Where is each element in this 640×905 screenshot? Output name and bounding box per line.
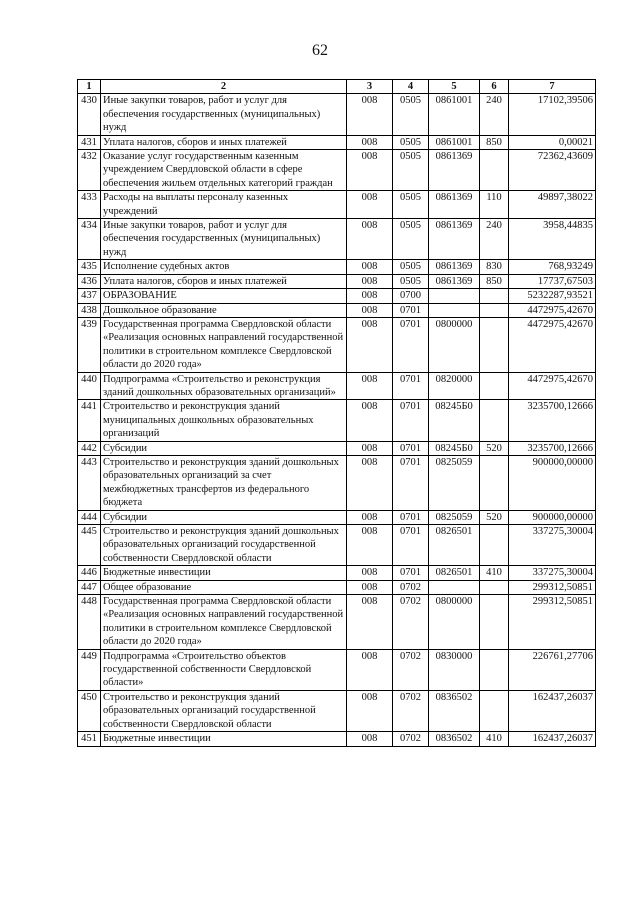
- table-row: [78, 219, 596, 260]
- table-row: [78, 510, 596, 524]
- row-section-code-cell: 0505: [393, 135, 429, 149]
- row-section-code-cell: 0701: [393, 510, 429, 524]
- row-name-cell: Бюджетные инвестиции: [101, 566, 347, 580]
- row-name-cell: Субсидии: [101, 510, 347, 524]
- row-section-code-cell: 0505: [393, 219, 429, 260]
- table-row: [78, 303, 596, 317]
- table-row: [78, 455, 596, 510]
- row-amount-cell: 5232287,93521: [509, 289, 596, 303]
- row-amount-cell: 0,00021: [509, 135, 596, 149]
- row-ministry-code-cell: 008: [347, 289, 393, 303]
- table-row: [78, 732, 596, 746]
- row-section-code-cell: 0505: [393, 150, 429, 191]
- row-section-code-cell: 0701: [393, 441, 429, 455]
- row-expense-type-cell: [480, 455, 509, 510]
- row-number-cell: 439: [78, 317, 101, 372]
- row-name-cell: Общее образование: [101, 580, 347, 594]
- row-target-code-cell: [429, 580, 480, 594]
- row-name-cell: Подпрограмма «Строительство и реконструкция зданий дошкольных образовательных организаций»: [101, 372, 347, 400]
- row-ministry-code-cell: 008: [347, 274, 393, 288]
- row-amount-cell: 337275,30004: [509, 566, 596, 580]
- row-section-code-cell: 0702: [393, 649, 429, 690]
- row-target-code-cell: [429, 289, 480, 303]
- row-ministry-code-cell: 008: [347, 510, 393, 524]
- row-target-code-cell: 0836502: [429, 732, 480, 746]
- table-row: [78, 191, 596, 219]
- row-amount-cell: 17737,67503: [509, 274, 596, 288]
- row-amount-cell: 162437,26037: [509, 732, 596, 746]
- header-cell: 4: [393, 80, 429, 94]
- row-number-cell: 430: [78, 94, 101, 135]
- row-ministry-code-cell: 008: [347, 525, 393, 566]
- row-number-cell: 447: [78, 580, 101, 594]
- budget-table: [77, 79, 596, 747]
- row-ministry-code-cell: 008: [347, 317, 393, 372]
- table-row: [78, 94, 596, 135]
- row-ministry-code-cell: 008: [347, 595, 393, 650]
- table-row: [78, 274, 596, 288]
- row-name-cell: Строительство и реконструкция зданий дошкольных образовательных организаций за счет межбюджетных трансфертов из федерального бюджета: [101, 455, 347, 510]
- row-ministry-code-cell: 008: [347, 400, 393, 441]
- table-row: [78, 400, 596, 441]
- row-number-cell: 444: [78, 510, 101, 524]
- row-ministry-code-cell: 008: [347, 649, 393, 690]
- row-target-code-cell: 0826501: [429, 525, 480, 566]
- row-expense-type-cell: [480, 595, 509, 650]
- row-amount-cell: 4472975,42670: [509, 317, 596, 372]
- row-amount-cell: 299312,50851: [509, 580, 596, 594]
- row-expense-type-cell: 520: [480, 510, 509, 524]
- header-cell: 6: [480, 80, 509, 94]
- row-section-code-cell: 0701: [393, 400, 429, 441]
- row-section-code-cell: 0505: [393, 274, 429, 288]
- row-name-cell: Подпрограмма «Строительство объектов государственной собственности Свердловской области»: [101, 649, 347, 690]
- row-ministry-code-cell: 008: [347, 135, 393, 149]
- row-section-code-cell: 0700: [393, 289, 429, 303]
- row-target-code-cell: 0861369: [429, 219, 480, 260]
- row-expense-type-cell: 410: [480, 566, 509, 580]
- row-ministry-code-cell: 008: [347, 580, 393, 594]
- row-target-code-cell: 08245Б0: [429, 441, 480, 455]
- row-expense-type-cell: [480, 690, 509, 731]
- row-name-cell: Исполнение судебных актов: [101, 260, 347, 274]
- row-amount-cell: 4472975,42670: [509, 303, 596, 317]
- row-number-cell: 433: [78, 191, 101, 219]
- table-row: [78, 595, 596, 650]
- row-target-code-cell: 0861369: [429, 150, 480, 191]
- row-section-code-cell: 0701: [393, 455, 429, 510]
- row-ministry-code-cell: 008: [347, 441, 393, 455]
- row-number-cell: 446: [78, 566, 101, 580]
- row-expense-type-cell: [480, 303, 509, 317]
- row-number-cell: 437: [78, 289, 101, 303]
- row-ministry-code-cell: 008: [347, 372, 393, 400]
- row-target-code-cell: 08245Б0: [429, 400, 480, 441]
- row-expense-type-cell: [480, 649, 509, 690]
- row-ministry-code-cell: 008: [347, 732, 393, 746]
- row-target-code-cell: 0861369: [429, 260, 480, 274]
- row-ministry-code-cell: 008: [347, 94, 393, 135]
- row-target-code-cell: 0800000: [429, 317, 480, 372]
- row-number-cell: 449: [78, 649, 101, 690]
- row-number-cell: 435: [78, 260, 101, 274]
- table-row: [78, 525, 596, 566]
- row-name-cell: Оказание услуг государственным казенным учреждением Свердловской области в сфере обеспечения жильем отдельных категорий граждан: [101, 150, 347, 191]
- row-name-cell: Расходы на выплаты персоналу казенных учреждений: [101, 191, 347, 219]
- row-amount-cell: 4472975,42670: [509, 372, 596, 400]
- header-cell: 1: [78, 80, 101, 94]
- row-expense-type-cell: [480, 372, 509, 400]
- row-number-cell: 451: [78, 732, 101, 746]
- row-section-code-cell: 0702: [393, 580, 429, 594]
- row-expense-type-cell: [480, 289, 509, 303]
- row-target-code-cell: 0836502: [429, 690, 480, 731]
- row-number-cell: 442: [78, 441, 101, 455]
- row-number-cell: 436: [78, 274, 101, 288]
- row-number-cell: 441: [78, 400, 101, 441]
- table-row: [78, 441, 596, 455]
- row-amount-cell: 768,93249: [509, 260, 596, 274]
- header-cell: 3: [347, 80, 393, 94]
- table-row: [78, 289, 596, 303]
- row-name-cell: Уплата налогов, сборов и иных платежей: [101, 135, 347, 149]
- row-expense-type-cell: [480, 150, 509, 191]
- row-number-cell: 432: [78, 150, 101, 191]
- row-number-cell: 448: [78, 595, 101, 650]
- row-name-cell: ОБРАЗОВАНИЕ: [101, 289, 347, 303]
- row-name-cell: Дошкольное образование: [101, 303, 347, 317]
- row-name-cell: Бюджетные инвестиции: [101, 732, 347, 746]
- row-amount-cell: 337275,30004: [509, 525, 596, 566]
- row-section-code-cell: 0702: [393, 690, 429, 731]
- row-ministry-code-cell: 008: [347, 191, 393, 219]
- table-row: [78, 150, 596, 191]
- row-target-code-cell: 0861001: [429, 135, 480, 149]
- row-section-code-cell: 0701: [393, 317, 429, 372]
- table-row: [78, 260, 596, 274]
- row-number-cell: 438: [78, 303, 101, 317]
- table-row: [78, 372, 596, 400]
- row-ministry-code-cell: 008: [347, 303, 393, 317]
- row-target-code-cell: 0861369: [429, 274, 480, 288]
- row-amount-cell: 162437,26037: [509, 690, 596, 731]
- table-row: [78, 566, 596, 580]
- row-expense-type-cell: 830: [480, 260, 509, 274]
- row-section-code-cell: 0701: [393, 525, 429, 566]
- table-row: [78, 649, 596, 690]
- row-number-cell: 431: [78, 135, 101, 149]
- row-amount-cell: 17102,39506: [509, 94, 596, 135]
- table-header-row: [78, 80, 596, 94]
- row-name-cell: Государственная программа Свердловской области «Реализация основных направлений государственной политики в строительном комплексе Свердловской области до 2020 года»: [101, 317, 347, 372]
- row-name-cell: Строительство и реконструкция зданий муниципальных дошкольных образовательных организаций: [101, 400, 347, 441]
- row-name-cell: Строительство и реконструкция зданий дошкольных образовательных организаций государственной собственности Свердловской области: [101, 525, 347, 566]
- row-amount-cell: 299312,50851: [509, 595, 596, 650]
- header-cell: 7: [509, 80, 596, 94]
- row-expense-type-cell: 410: [480, 732, 509, 746]
- row-name-cell: Государственная программа Свердловской области «Реализация основных направлений государственной политики в строительном комплексе Свердловской области до 2020 года»: [101, 595, 347, 650]
- table-row: [78, 317, 596, 372]
- row-amount-cell: 900000,00000: [509, 455, 596, 510]
- row-target-code-cell: 0825059: [429, 455, 480, 510]
- row-expense-type-cell: 240: [480, 219, 509, 260]
- row-name-cell: Строительство и реконструкция зданий образовательных организаций государственной собственности Свердловской области: [101, 690, 347, 731]
- row-target-code-cell: 0861369: [429, 191, 480, 219]
- row-section-code-cell: 0701: [393, 372, 429, 400]
- row-expense-type-cell: [480, 317, 509, 372]
- row-target-code-cell: 0800000: [429, 595, 480, 650]
- header-cell: 5: [429, 80, 480, 94]
- row-number-cell: 434: [78, 219, 101, 260]
- row-target-code-cell: 0825059: [429, 510, 480, 524]
- table-row: [78, 135, 596, 149]
- row-section-code-cell: 0702: [393, 595, 429, 650]
- row-name-cell: Субсидии: [101, 441, 347, 455]
- table-row: [78, 690, 596, 731]
- row-number-cell: 440: [78, 372, 101, 400]
- row-number-cell: 450: [78, 690, 101, 731]
- row-section-code-cell: 0702: [393, 732, 429, 746]
- row-section-code-cell: 0701: [393, 303, 429, 317]
- row-target-code-cell: [429, 303, 480, 317]
- row-name-cell: Иные закупки товаров, работ и услуг для обеспечения государственных (муниципальных) нужд: [101, 219, 347, 260]
- row-number-cell: 445: [78, 525, 101, 566]
- row-section-code-cell: 0505: [393, 94, 429, 135]
- row-expense-type-cell: 850: [480, 274, 509, 288]
- row-target-code-cell: 0820000: [429, 372, 480, 400]
- row-section-code-cell: 0505: [393, 191, 429, 219]
- page-number: 62: [312, 42, 328, 59]
- row-expense-type-cell: [480, 525, 509, 566]
- row-section-code-cell: 0701: [393, 566, 429, 580]
- row-expense-type-cell: 850: [480, 135, 509, 149]
- row-amount-cell: 226761,27706: [509, 649, 596, 690]
- row-ministry-code-cell: 008: [347, 219, 393, 260]
- row-ministry-code-cell: 008: [347, 690, 393, 731]
- table-row: [78, 580, 596, 594]
- row-amount-cell: 49897,38022: [509, 191, 596, 219]
- row-expense-type-cell: 520: [480, 441, 509, 455]
- row-section-code-cell: 0505: [393, 260, 429, 274]
- row-amount-cell: 3958,44835: [509, 219, 596, 260]
- row-target-code-cell: 0826501: [429, 566, 480, 580]
- row-ministry-code-cell: 008: [347, 566, 393, 580]
- row-ministry-code-cell: 008: [347, 150, 393, 191]
- row-expense-type-cell: 240: [480, 94, 509, 135]
- row-amount-cell: 72362,43609: [509, 150, 596, 191]
- row-target-code-cell: 0830000: [429, 649, 480, 690]
- row-expense-type-cell: [480, 580, 509, 594]
- row-expense-type-cell: [480, 400, 509, 441]
- row-expense-type-cell: 110: [480, 191, 509, 219]
- row-name-cell: Иные закупки товаров, работ и услуг для обеспечения государственных (муниципальных) нужд: [101, 94, 347, 135]
- row-amount-cell: 900000,00000: [509, 510, 596, 524]
- header-cell: 2: [101, 80, 347, 94]
- row-ministry-code-cell: 008: [347, 455, 393, 510]
- row-ministry-code-cell: 008: [347, 260, 393, 274]
- row-name-cell: Уплата налогов, сборов и иных платежей: [101, 274, 347, 288]
- row-amount-cell: 3235700,12666: [509, 441, 596, 455]
- row-target-code-cell: 0861001: [429, 94, 480, 135]
- row-amount-cell: 3235700,12666: [509, 400, 596, 441]
- row-number-cell: 443: [78, 455, 101, 510]
